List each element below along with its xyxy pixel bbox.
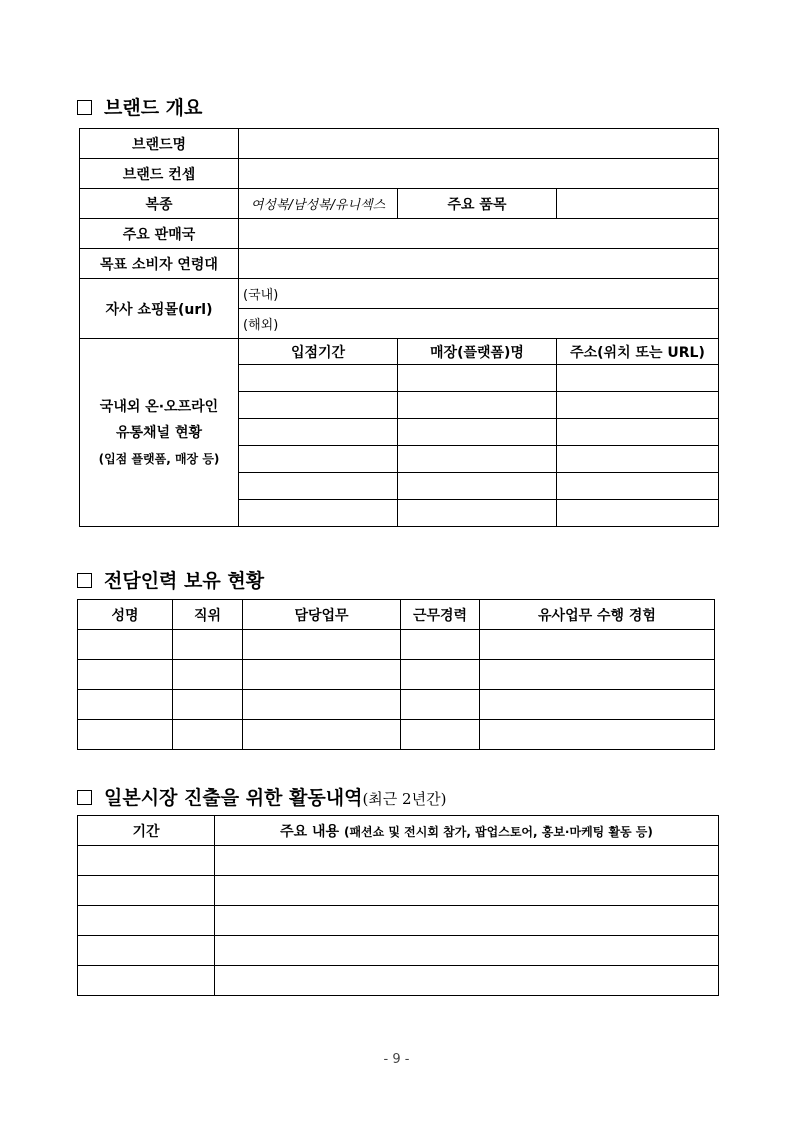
- checkbox-square-icon: [77, 790, 92, 805]
- staff-header-career: 근무경력: [401, 600, 480, 630]
- channel-cell[interactable]: [557, 419, 719, 446]
- page-number: - 9 -: [383, 1052, 410, 1067]
- activity-header-content-note: (패션쇼 및 전시회 참가, 팝업스토어, 홍보·마케팅 활동 등): [343, 824, 653, 839]
- channel-header-address: 주소(위치 또는 URL): [557, 339, 719, 365]
- channel-cell[interactable]: [239, 392, 398, 419]
- brand-name-label: 브랜드명: [80, 129, 239, 159]
- staff-cell[interactable]: [480, 630, 715, 660]
- main-items-label: 주요 품목: [398, 189, 557, 219]
- activity-cell[interactable]: [78, 906, 215, 936]
- channel-cell[interactable]: [398, 392, 557, 419]
- main-market-label: 주요 판매국: [80, 219, 239, 249]
- target-age-field[interactable]: [239, 249, 719, 279]
- brand-concept-field[interactable]: [239, 159, 719, 189]
- target-age-label: 목표 소비자 연령대: [80, 249, 239, 279]
- channel-label-line2: 유통채널 현황: [115, 424, 203, 441]
- category-value[interactable]: 여성복/남성복/유니섹스: [239, 189, 398, 219]
- channel-status-label: [80, 339, 239, 527]
- staff-table: [77, 599, 715, 750]
- staff-cell[interactable]: [243, 720, 401, 750]
- channel-cell[interactable]: [239, 446, 398, 473]
- activity-header-content-label: 주요 내용: [280, 823, 340, 840]
- staff-cell[interactable]: [401, 630, 480, 660]
- activity-cell[interactable]: [215, 876, 719, 906]
- channel-header-period: 입점기간: [239, 339, 398, 365]
- mall-overseas-field[interactable]: (해외): [239, 309, 719, 339]
- staff-cell[interactable]: [480, 660, 715, 690]
- channel-cell[interactable]: [239, 500, 398, 527]
- checkbox-square-icon: [77, 100, 92, 115]
- channel-cell[interactable]: [398, 473, 557, 500]
- checkbox-square-icon: [77, 573, 92, 588]
- activity-table: [77, 815, 719, 996]
- staff-cell[interactable]: [401, 690, 480, 720]
- brand-overview-table: [79, 128, 719, 527]
- section3-title-note: (최근 2년간): [362, 790, 447, 808]
- section-title-staff: 전담인력 보유 현황: [77, 566, 264, 593]
- channel-cell[interactable]: [398, 500, 557, 527]
- activity-cell[interactable]: [215, 906, 719, 936]
- staff-cell[interactable]: [243, 630, 401, 660]
- brand-name-field[interactable]: [239, 129, 719, 159]
- activity-header-period: 기간: [78, 816, 215, 846]
- category-label: 복종: [80, 189, 239, 219]
- staff-cell[interactable]: [78, 660, 173, 690]
- staff-header-position: 직위: [173, 600, 243, 630]
- staff-cell[interactable]: [243, 690, 401, 720]
- channel-header-store: 매장(플랫폼)명: [398, 339, 557, 365]
- channel-cell[interactable]: [557, 500, 719, 527]
- activity-cell[interactable]: [78, 966, 215, 996]
- staff-cell[interactable]: [480, 690, 715, 720]
- staff-header-duty: 담당업무: [243, 600, 401, 630]
- staff-cell[interactable]: [173, 720, 243, 750]
- channel-cell[interactable]: [398, 365, 557, 392]
- channel-cell[interactable]: [239, 419, 398, 446]
- activity-cell[interactable]: [78, 876, 215, 906]
- channel-cell[interactable]: [398, 446, 557, 473]
- channel-cell[interactable]: [239, 365, 398, 392]
- channel-label-line3: (입점 플랫폼, 매장 등): [98, 451, 220, 466]
- staff-cell[interactable]: [173, 630, 243, 660]
- activity-cell[interactable]: [215, 966, 719, 996]
- staff-cell[interactable]: [78, 630, 173, 660]
- main-market-field[interactable]: [239, 219, 719, 249]
- staff-cell[interactable]: [78, 690, 173, 720]
- mall-domestic-field[interactable]: (국내): [239, 279, 719, 309]
- staff-cell[interactable]: [401, 660, 480, 690]
- channel-cell[interactable]: [557, 392, 719, 419]
- channel-cell[interactable]: [557, 446, 719, 473]
- staff-header-experience: 유사업무 수행 경험: [480, 600, 715, 630]
- channel-cell[interactable]: [557, 473, 719, 500]
- brand-concept-label: 브랜드 컨셉: [80, 159, 239, 189]
- activity-cell[interactable]: [215, 936, 719, 966]
- staff-cell[interactable]: [243, 660, 401, 690]
- activity-header-content: [215, 816, 719, 846]
- mall-url-label: 자사 쇼핑몰(url): [80, 279, 239, 339]
- section-title-japan-activities: 일본시장 진출을 위한 활동내역(최근 2년간): [77, 783, 446, 810]
- staff-cell[interactable]: [78, 720, 173, 750]
- activity-cell[interactable]: [215, 846, 719, 876]
- activity-cell[interactable]: [78, 846, 215, 876]
- staff-cell[interactable]: [173, 690, 243, 720]
- section-title-brand-overview: 브랜드 개요: [77, 93, 202, 120]
- channel-cell[interactable]: [398, 419, 557, 446]
- staff-cell[interactable]: [480, 720, 715, 750]
- staff-cell[interactable]: [173, 660, 243, 690]
- channel-cell[interactable]: [239, 473, 398, 500]
- staff-cell[interactable]: [401, 720, 480, 750]
- channel-label-line1: 국내외 온·오프라인: [99, 398, 219, 415]
- main-items-field[interactable]: [557, 189, 719, 219]
- staff-header-name: 성명: [78, 600, 173, 630]
- activity-cell[interactable]: [78, 936, 215, 966]
- channel-cell[interactable]: [557, 365, 719, 392]
